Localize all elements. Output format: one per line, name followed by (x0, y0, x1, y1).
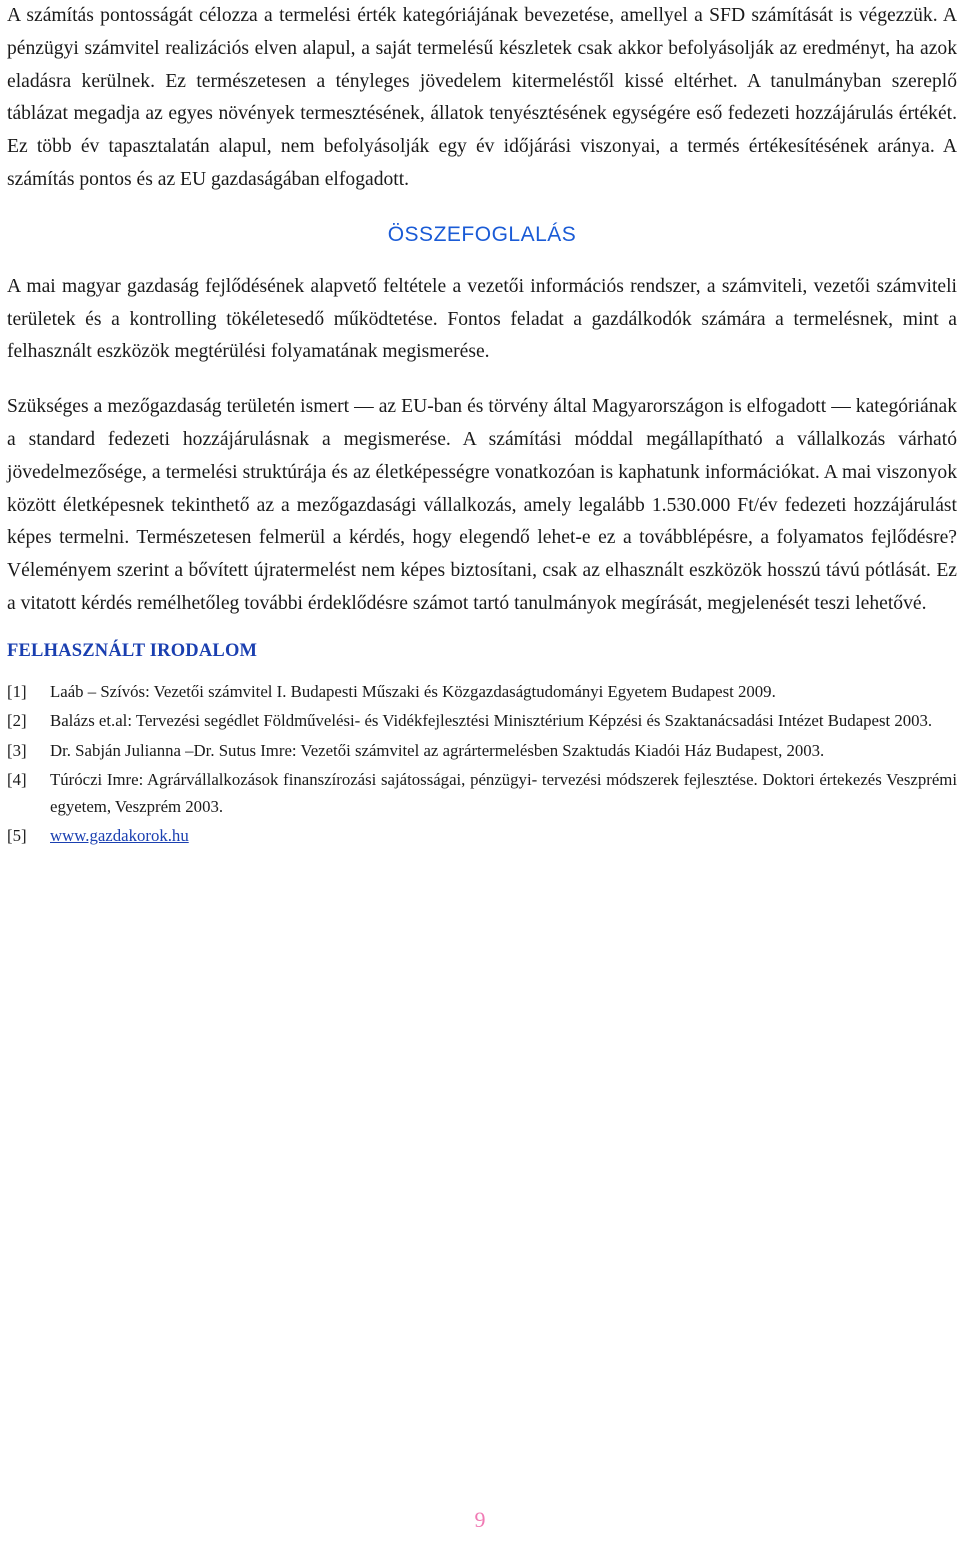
document-page (7, 0, 957, 853)
reference-number: [1] (7, 681, 27, 701)
reference-item-4 (7, 767, 957, 820)
summary-paragraph-2: Szükséges a mezőgazdaság területén ismert — az EU-ban és törvény által Magyarországon is elfogadott — kategóriának a standard fedezeti hozzájárulásnak a megismerése. A számítási móddal megállapítható a vállalkozás várható jövedelmezősége, a termelési struktúrája és az életképességre vonatkozóan is kaphatunk információkat. A mai viszonyok között életképesnek tekinthető az a mezőgazdasági vállalkozás, amely legalább 1.530.000 Ft/év fedezeti hozzájárulást képes termelni. Természetesen felmerül a kérdés, hogy elegendő lehet-e ez a továbblépésre, a folyamatos fejlődésre? Véleményem szerint a bővített újratermelést nem képes biztosítani, csak az elhasznált eszközök hosszú távú pótlását. Ez a vitatott kérdés remélhetőleg további érdeklődésre számot tartó tanulmányok megírását, megjelenését teszi lehetővé. (7, 396, 957, 614)
reference-list (7, 679, 957, 850)
reference-number: [2] (7, 711, 27, 731)
paragraph-gap (7, 369, 957, 391)
reference-item-3 (7, 738, 957, 765)
reference-text: Túróczi Imre: Agrárvállalkozások finanszírozási sajátosságai, pénzügyi- tervezési módszerek fejlesztése. Doktori értekezés Veszprémi egyetem, Veszprém 2003. (50, 770, 957, 816)
page-number: 9 (474, 1507, 486, 1532)
summary-paragraph-1: A mai magyar gazdaság fejlődésének alapvető feltétele a vezetői információs rendszer, a számviteli, vezetői számviteli területek és a kontrolling tökéletesedő működtetése. Fontos feladat a gazdálkodók számára a termelésnek, mint a felhasznált eszközök megtérülési folyamatának megismerése. (7, 275, 957, 363)
reference-number: [4] (7, 770, 27, 790)
reference-number: [5] (7, 826, 27, 846)
reference-link[interactable]: www.gazdakorok.hu (50, 826, 189, 846)
reference-text: Dr. Sabján Julianna –Dr. Sutus Imre: Vezetői számvitel az agrártermelésben Szaktudás Kiadói Ház Budapest, 2003. (50, 740, 825, 760)
reference-number: [3] (7, 740, 27, 760)
intro-paragraph: A számítás pontosságát célozza a termelési érték kategóriájának bevezetése, amellyel a SFD számítását is végezzük. A pénzügyi számvitel realizációs elven alapul, a saját termelésű készletek csak akkor befolyásolják az eredményt, ha azok eladásra kerülnek. Ez természetesen a tényleges jövedelem kitermeléstől kissé eltérhet. A tanulmányban szereplő táblázat megadja az egyes növények termesztésének, állatok tenyésztésének egységére eső fedezeti hozzájárulás értékét. Ez több év tapasztalatán alapul, nem befolyásolják egy év időjárási viszonyai, a termés értékesítésének aránya. A számítás pontos és az EU gazdaságában elfogadott. (7, 5, 957, 190)
references-heading: FELHASZNÁLT IRODALOM (7, 640, 258, 661)
reference-item-2 (7, 708, 957, 735)
summary-heading: ÖSSZEFOGLALÁS (387, 222, 577, 246)
reference-text: Balázs et.al: Tervezési segédlet Földművelési- és Vidékfejlesztési Minisztérium Képzési és Szaktanácsadási Intézet Budapest 2003. (50, 711, 933, 731)
reference-text: Laáb – Szívós: Vezetői számvitel I. Budapesti Műszaki és Közgazdaságtudományi Egyetem Budapest 2009. (50, 681, 776, 701)
reference-item-5 (7, 823, 957, 850)
reference-item-1 (7, 679, 957, 706)
